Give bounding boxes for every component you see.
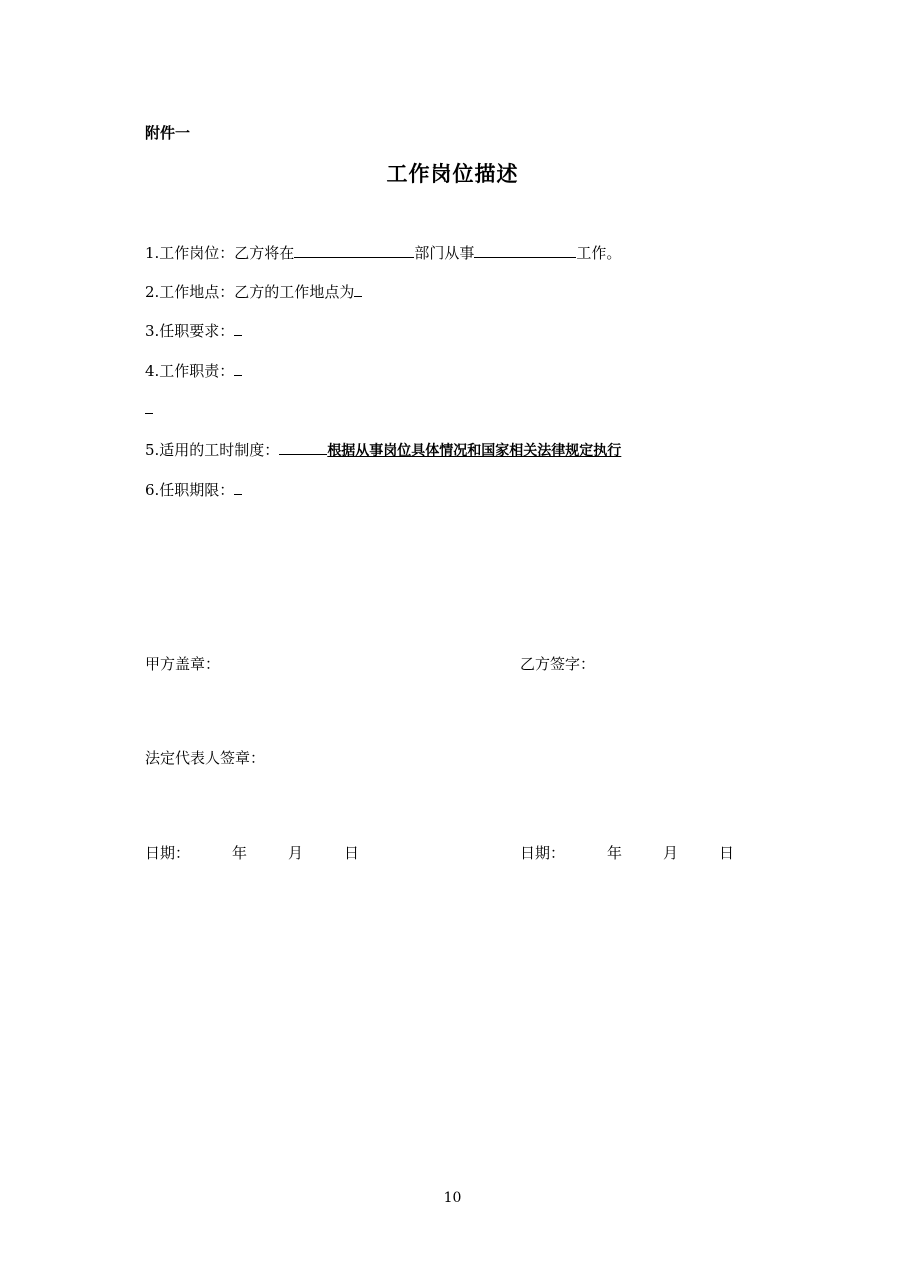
month-label-right: 月 bbox=[663, 844, 679, 862]
item-term-prefix: 6.任职期限： bbox=[145, 481, 235, 499]
department-blank bbox=[294, 241, 414, 258]
party-a-seal-label: 甲方盖章： bbox=[145, 655, 221, 673]
hours-value: 根据从事岗位具体情况和国家相关法律规定执行 bbox=[327, 443, 622, 459]
item-location-prefix: 2.工作地点：乙方的工作地点为 bbox=[145, 283, 355, 301]
item-duties bbox=[145, 360, 242, 381]
party-b-sign-label: 乙方签字： bbox=[520, 655, 596, 673]
legal-rep-label: 法定代表人签章： bbox=[145, 749, 266, 767]
date-label-right: 日期： bbox=[520, 844, 566, 862]
year-label-left: 年 bbox=[232, 844, 248, 862]
item-requirements bbox=[145, 320, 242, 341]
hours-lead-blank bbox=[279, 440, 327, 455]
page-number: 10 bbox=[443, 1190, 462, 1206]
item-location bbox=[145, 281, 362, 302]
day-label-right: 日 bbox=[719, 844, 735, 862]
duties-continuation-blank bbox=[145, 399, 153, 414]
term-blank bbox=[234, 480, 242, 495]
page-title: 工作岗位描述 bbox=[386, 162, 519, 186]
month-label-left: 月 bbox=[288, 844, 304, 862]
item-position bbox=[145, 241, 621, 263]
annex-label: 附件一 bbox=[145, 124, 191, 142]
duties-blank bbox=[234, 361, 242, 376]
requirements-blank bbox=[234, 321, 242, 336]
location-blank bbox=[354, 282, 362, 297]
item-position-middle: 部门从事 bbox=[414, 244, 475, 262]
item-requirements-prefix: 3.任职要求： bbox=[145, 322, 235, 340]
item-hours-prefix: 5.适用的工时制度： bbox=[145, 441, 280, 459]
item-hours bbox=[145, 439, 621, 460]
item-position-prefix: 1.工作岗位：乙方将在 bbox=[145, 244, 295, 262]
item-term bbox=[145, 479, 242, 500]
item-duties-prefix: 4.工作职责： bbox=[145, 362, 235, 380]
date-label-left: 日期： bbox=[145, 844, 191, 862]
day-label-left: 日 bbox=[344, 844, 360, 862]
job-blank bbox=[474, 241, 576, 258]
item-position-suffix: 工作。 bbox=[576, 244, 622, 262]
duties-continuation bbox=[145, 399, 153, 418]
year-label-right: 年 bbox=[607, 844, 623, 862]
